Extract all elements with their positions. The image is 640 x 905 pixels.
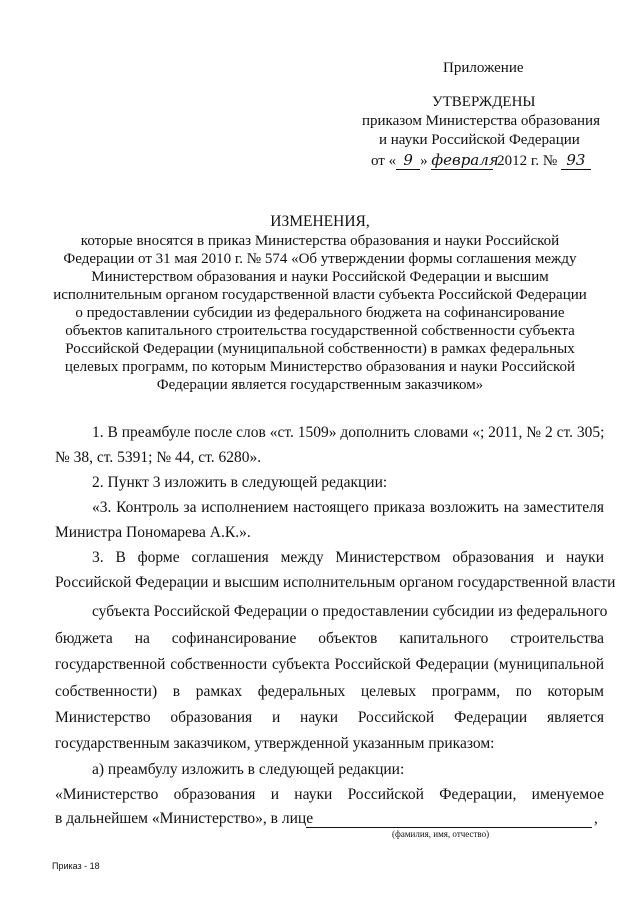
paragraph-3-line-1: 3. В форме соглашения между Министерством образования и науки bbox=[92, 549, 604, 566]
title-line: которые вносятся в приказ Министерства образования и науки Российской bbox=[80, 233, 560, 249]
paragraph-3-line-7: Министерство образования и науки Российской Федерации является bbox=[55, 709, 604, 726]
paragraph-3a: а) преамбулу изложить в следующей редакции: bbox=[92, 761, 405, 778]
date-mid: » bbox=[420, 153, 428, 169]
paragraph-3-line-2: Российской Федерации и высшим исполнительным органом государственной власти bbox=[55, 574, 616, 591]
date-prefix: от « bbox=[371, 153, 397, 169]
date-year: 2012 г. № bbox=[497, 153, 558, 169]
paragraph-2: 2. Пункт 3 изложить в следующей редакции: bbox=[92, 474, 388, 491]
date-number: 93 bbox=[561, 151, 591, 170]
approved-by-line-2: и науки Российской Федерации bbox=[379, 132, 580, 148]
title-line: объектов капитального строительства государственной собственности субъекта bbox=[65, 323, 575, 339]
title-line: Федерации от 31 мая 2010 г. № 574 «Об утверждении формы соглашения между bbox=[63, 251, 577, 267]
title-line: Федерации является государственным заказчиком» bbox=[156, 377, 484, 393]
paragraph-3-line-8: государственным заказчиком, утвержденной указанным приказом: bbox=[55, 735, 495, 752]
appendix-label: Приложение bbox=[443, 60, 524, 76]
title-line: исполнительным органом государственной власти субъекта Российской Федерации bbox=[53, 287, 587, 303]
date-day: 9 bbox=[396, 151, 420, 170]
paragraph-2-quote-line-1: «3. Контроль за исполнением настоящего приказа возложить на заместителя bbox=[92, 499, 604, 516]
paragraph-1-line-1: 1. В преамбуле после слов «ст. 1509» дополнить словами «; 2011, № 2 ст. 305; bbox=[92, 424, 605, 441]
date-month: февраля bbox=[431, 151, 499, 169]
footer-label: Приказ - 18 bbox=[52, 861, 100, 871]
title-line: Министерством образования и науки Российской Федерации и высшим bbox=[91, 269, 549, 285]
paragraph-3a-quote-line-2: в дальнейшем «Министерство», в лице bbox=[55, 810, 314, 827]
title-line: целевых программ, по которым Министерство образования и науки Российской bbox=[64, 359, 576, 375]
paragraph-2-quote-line-2: Министра Пономарева А.К.». bbox=[55, 524, 251, 541]
approved-by-line-1: приказом Министерства образования bbox=[362, 113, 600, 129]
name-fill-comma: , bbox=[594, 810, 598, 827]
document-heading: ИЗМЕНЕНИЯ, bbox=[270, 213, 370, 230]
paragraph-1-line-2: № 38, ст. 5391; № 44, ст. 6280». bbox=[55, 449, 262, 466]
name-fill-line bbox=[306, 827, 592, 828]
paragraph-3-line-4: бюджета на софинансирование объектов капитального строительства bbox=[55, 630, 604, 647]
name-fill-caption: (фамилия, имя, отчество) bbox=[392, 829, 490, 839]
title-line: Российской Федерации (муниципальной собственности) в рамках федеральных bbox=[65, 341, 575, 357]
paragraph-3-line-6: собственности) в рамках федеральных целевых программ, по которым bbox=[55, 683, 604, 700]
title-line: о предоставлении субсидии из федерального бюджета на софинансирование bbox=[75, 305, 565, 321]
approved-label: УТВЕРЖДЕНЫ bbox=[432, 94, 536, 110]
paragraph-3-line-3: субъекта Российской Федерации о предоставлении субсидии из федерального bbox=[92, 603, 608, 620]
approval-date-line bbox=[371, 151, 591, 170]
paragraph-3a-quote-line-1: «Министерство образования и науки Российской Федерации, именуемое bbox=[55, 786, 604, 803]
paragraph-3-line-5: государственной собственности субъекта Российской Федерации (муниципальной bbox=[55, 656, 604, 673]
